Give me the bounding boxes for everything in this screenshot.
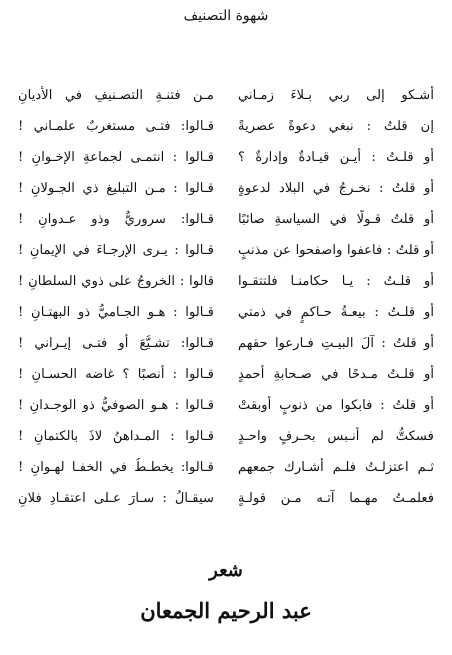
poem-body (18, 80, 434, 514)
verse-first-hemistich: أو قلتُ قـولًا في السياسةِ صائبًا (238, 211, 434, 227)
verse-first-hemistich: أشـكو إلى ربي بـلاءَ زمـاني (238, 87, 434, 103)
poetry-label: شعر (209, 560, 243, 581)
verse-first-hemistich: أو قلـتُ : بيعـةُ حـاكمٍ في ذمتي (238, 304, 434, 320)
verse-second-hemistich: قـالوا: فتـى مستغربٌ علمـاني ! (18, 118, 214, 134)
verse-second-hemistich: مـن فتنـةِ التصـنيفِ في الأديانِ (18, 87, 214, 103)
verse-second-hemistich: قـالوا: يخطـطُ في الخفـا لهـوانِ ! (18, 459, 214, 475)
verse-3 (18, 142, 434, 173)
verse-first-hemistich: أو قلتُ : نخـرجُ في البلاد لدعوةٍ (238, 180, 434, 196)
verse-second-hemistich: قـالوا : انتمـى لجماعةِ الإخـوانِ ! (18, 149, 214, 165)
verse-12 (18, 421, 434, 452)
verse-first-hemistich: أو قلـتُ : أيـن قيـادةٌ وإدارةٌ ؟ (238, 149, 434, 165)
verse-first-hemistich: فعلمـتُ مهـما آتـه مـن قولـةٍ (238, 490, 434, 506)
verse-first-hemistich: أو قلتُ : فاعفوا واصفحوا عن مذنبٍ (238, 242, 434, 258)
verse-first-hemistich: أو قلـتُ مـدحًا في صـحابةِ أحمدٍ (238, 366, 434, 382)
verse-first-hemistich: أو قلتُ : فابكوا من ذنوبٍ أوبقتْ (238, 397, 434, 413)
verse-1 (18, 80, 434, 111)
verse-second-hemistich: قـالوا : هـو الجـاميُّ ذو البهتـانِ ! (18, 304, 214, 320)
verse-second-hemistich: قالوا : الخروجُ على ذوي السلطانِ ! (18, 273, 214, 289)
verse-2 (18, 111, 434, 142)
verse-first-hemistich: أو قلـتُ : يـا حكامنـا فلتتقـوا (238, 273, 434, 289)
verse-second-hemistich: قـالوا: سروريٌّ وذو عـدوانِ ! (18, 211, 214, 227)
verse-6 (18, 235, 434, 266)
verse-first-hemistich: ثـم اعتزلـتُ فلـم أشـارك جمعهم (238, 459, 434, 475)
poem-title: شهوة التصنيف (183, 8, 269, 24)
verse-10 (18, 359, 434, 390)
verse-second-hemistich: قـالوا : أنصبًا ؟ غاضه الحسـانِ ! (18, 366, 214, 382)
verse-first-hemistich: فسكتُّ لم أنـبس بحـرفٍ واحـدٍ (238, 428, 434, 444)
verse-8 (18, 297, 434, 328)
verse-second-hemistich: قـالوا : المـداهنُ لاذَ بالكتمانِ ! (18, 428, 214, 444)
author-name: عبد الرحيم الجمعان (140, 598, 312, 623)
verse-second-hemistich: قـالوا : يـرى الإرجـاءَ في الإيمانِ ! (18, 242, 214, 258)
verse-7 (18, 266, 434, 297)
verse-second-hemistich: قـالوا : هـو الصوفيُّ ذو الوجـدانِ ! (18, 397, 214, 413)
verse-13 (18, 452, 434, 483)
verse-first-hemistich: أو قلتُ : آلَ البيـتِ فـارعوا حقهم (238, 335, 434, 351)
verse-second-hemistich: قـالوا: تشـيَّعَ أو فتـى إيـراني ! (18, 335, 214, 351)
verse-11 (18, 390, 434, 421)
verse-second-hemistich: قـالوا : مـن التبليغ ذي الجـولانِ ! (18, 180, 214, 196)
verse-second-hemistich: سيقـالُ : سـارَ عـلى اعتقـادِ فلانِ (18, 490, 214, 506)
verse-5 (18, 204, 434, 235)
verse-9 (18, 328, 434, 359)
verse-first-hemistich: إن قلتُ : نبغي دعوةً عصريةً (238, 118, 434, 134)
verse-14 (18, 483, 434, 514)
verse-4 (18, 173, 434, 204)
